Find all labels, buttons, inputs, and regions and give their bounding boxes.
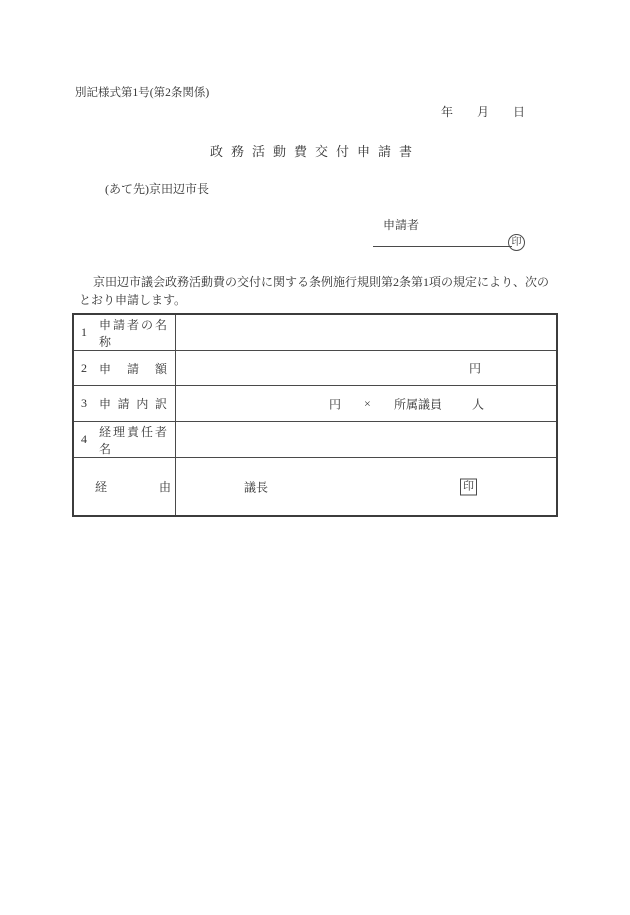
body-text-line: とおり申請します。 <box>79 293 187 307</box>
row-label-cell <box>74 315 176 350</box>
applicant-seal-mark: 印 <box>508 234 525 251</box>
table-row-via <box>74 457 556 515</box>
chairperson-seal-mark: 印 <box>460 478 477 495</box>
table-row-application-breakdown <box>74 385 556 421</box>
row-label: 申請内訳 <box>99 397 167 411</box>
row-number: 3 <box>81 396 87 410</box>
body-text <box>79 273 561 309</box>
person-unit-label: 人 <box>472 397 485 411</box>
yen-unit-label: 円 <box>329 397 342 411</box>
row-label: 申請者の名称 <box>99 317 167 349</box>
accounting-manager-field <box>176 422 556 457</box>
date-line: 年 月 日 <box>441 105 526 119</box>
row-number: 4 <box>81 432 87 446</box>
row-label: 申請額 <box>99 361 167 376</box>
row-label: 経理責任者名 <box>99 424 167 456</box>
document-title: 政務活動費交付申請書 <box>209 144 420 159</box>
application-amount-field <box>176 351 556 385</box>
applicant-signature-line <box>373 246 512 247</box>
application-table <box>72 313 558 517</box>
body-text-line: 京田辺市議会政務活動費の交付に関する条例施行規則第2条第1項の規定により、次の <box>93 275 550 289</box>
row-label-cell <box>74 458 176 515</box>
table-row-accounting-manager <box>74 421 556 457</box>
via-field <box>176 458 556 515</box>
form-number: 別記様式第1号(第2条関係) <box>75 87 210 99</box>
row-label-cell <box>74 351 176 385</box>
applicant-label: 申請者 <box>383 218 420 232</box>
table-row-application-amount <box>74 350 556 385</box>
chairperson-label: 議長 <box>244 480 269 494</box>
applicant-name-field <box>176 315 556 350</box>
table-row-applicant-name <box>74 315 556 350</box>
row-label-cell <box>74 386 176 421</box>
row-number: 2 <box>81 360 87 375</box>
row-label: 経由 <box>95 480 171 494</box>
yen-unit-label: 円 <box>469 361 482 376</box>
member-label: 所属議員 <box>394 397 443 411</box>
row-number: 1 <box>81 325 87 339</box>
multiply-sign: × <box>364 396 371 410</box>
addressee: (あて先)京田辺市長 <box>105 182 209 196</box>
row-label-cell <box>74 422 176 457</box>
application-breakdown-field <box>176 386 556 421</box>
